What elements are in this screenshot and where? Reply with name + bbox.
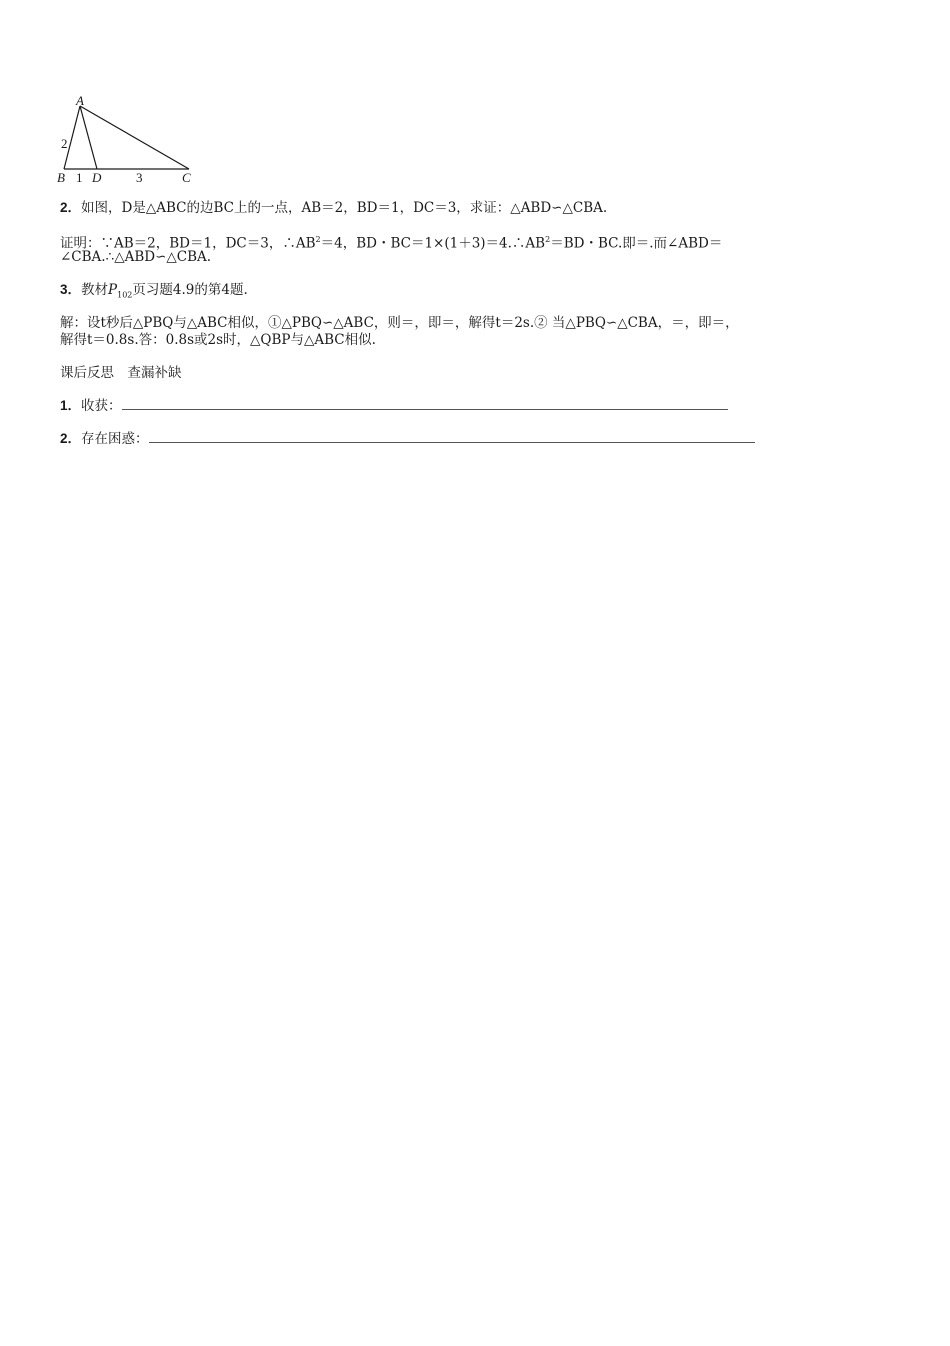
proof-conclusion: ∠CBA.∴△ABD∽△CBA. (60, 249, 212, 265)
solution-line-1 (60, 314, 739, 332)
item-2-label: 存在困惑： (81, 431, 149, 447)
confusion-answer-blank[interactable] (149, 430, 755, 443)
proof-line-2 (60, 248, 211, 266)
triangle-figure (55, 93, 205, 186)
question-3-text-a: 教材 (81, 282, 109, 298)
question-2-number: 2． (60, 200, 82, 215)
length-bd-label: 1 (76, 170, 83, 185)
solution-text-2: 解得t＝0.8s.答：0.8s或2s时，△QBP与△ABC相似. (60, 332, 376, 348)
question-2-text: 如图，D是△ABC的边BC上的一点，AB＝2，BD＝1，DC＝3，求证：△ABD∽△CBA. (81, 200, 608, 216)
question-3-number: 3． (60, 282, 82, 297)
vertex-a-label: A (76, 93, 84, 108)
question-3-text-b: 页习题4.9的第4题. (132, 282, 248, 298)
length-ab-label: 2 (61, 136, 68, 151)
solution-line-2 (60, 331, 376, 349)
proof-exponent-1: 2 (315, 235, 321, 244)
length-dc-label: 3 (136, 170, 143, 185)
proof-exponent-2: 2 (545, 235, 551, 244)
page-ref-letter: P (108, 282, 118, 298)
vertex-c-label: C (182, 170, 191, 185)
segment-ad (80, 106, 97, 169)
item-1-label: 收获： (81, 398, 122, 414)
gains-answer-blank[interactable] (122, 397, 728, 410)
question-3 (60, 281, 248, 305)
item-2-number: 2． (60, 431, 82, 446)
item-1-number: 1． (60, 398, 82, 413)
vertex-b-label: B (57, 170, 65, 185)
question-2 (60, 199, 607, 217)
triangle-diagram (55, 93, 205, 186)
side-ac (80, 106, 189, 169)
vertex-d-label: D (92, 170, 102, 185)
proof-text-b: ＝4，BD・BC＝1×(1＋3)＝4.∴AB (320, 235, 546, 252)
reflection-item-1 (60, 397, 728, 415)
page-ref-number: 102 (117, 290, 133, 300)
reflection-item-2 (60, 430, 755, 448)
proof-text-c: ＝BD・BC.即＝.而∠ABD＝ (550, 235, 723, 252)
solution-text-1: 解：设t秒后△PBQ与△ABC相似，①△PBQ∽△ABC，则＝，即＝，解得t＝2s.② 当△PBQ∽△CBA，＝，即＝， (60, 315, 739, 331)
proof-text-a: 证明：∵AB＝2，BD＝1，DC＝3，∴AB (60, 235, 316, 252)
reflection-heading: 课后反思 查漏补缺 (60, 365, 182, 381)
